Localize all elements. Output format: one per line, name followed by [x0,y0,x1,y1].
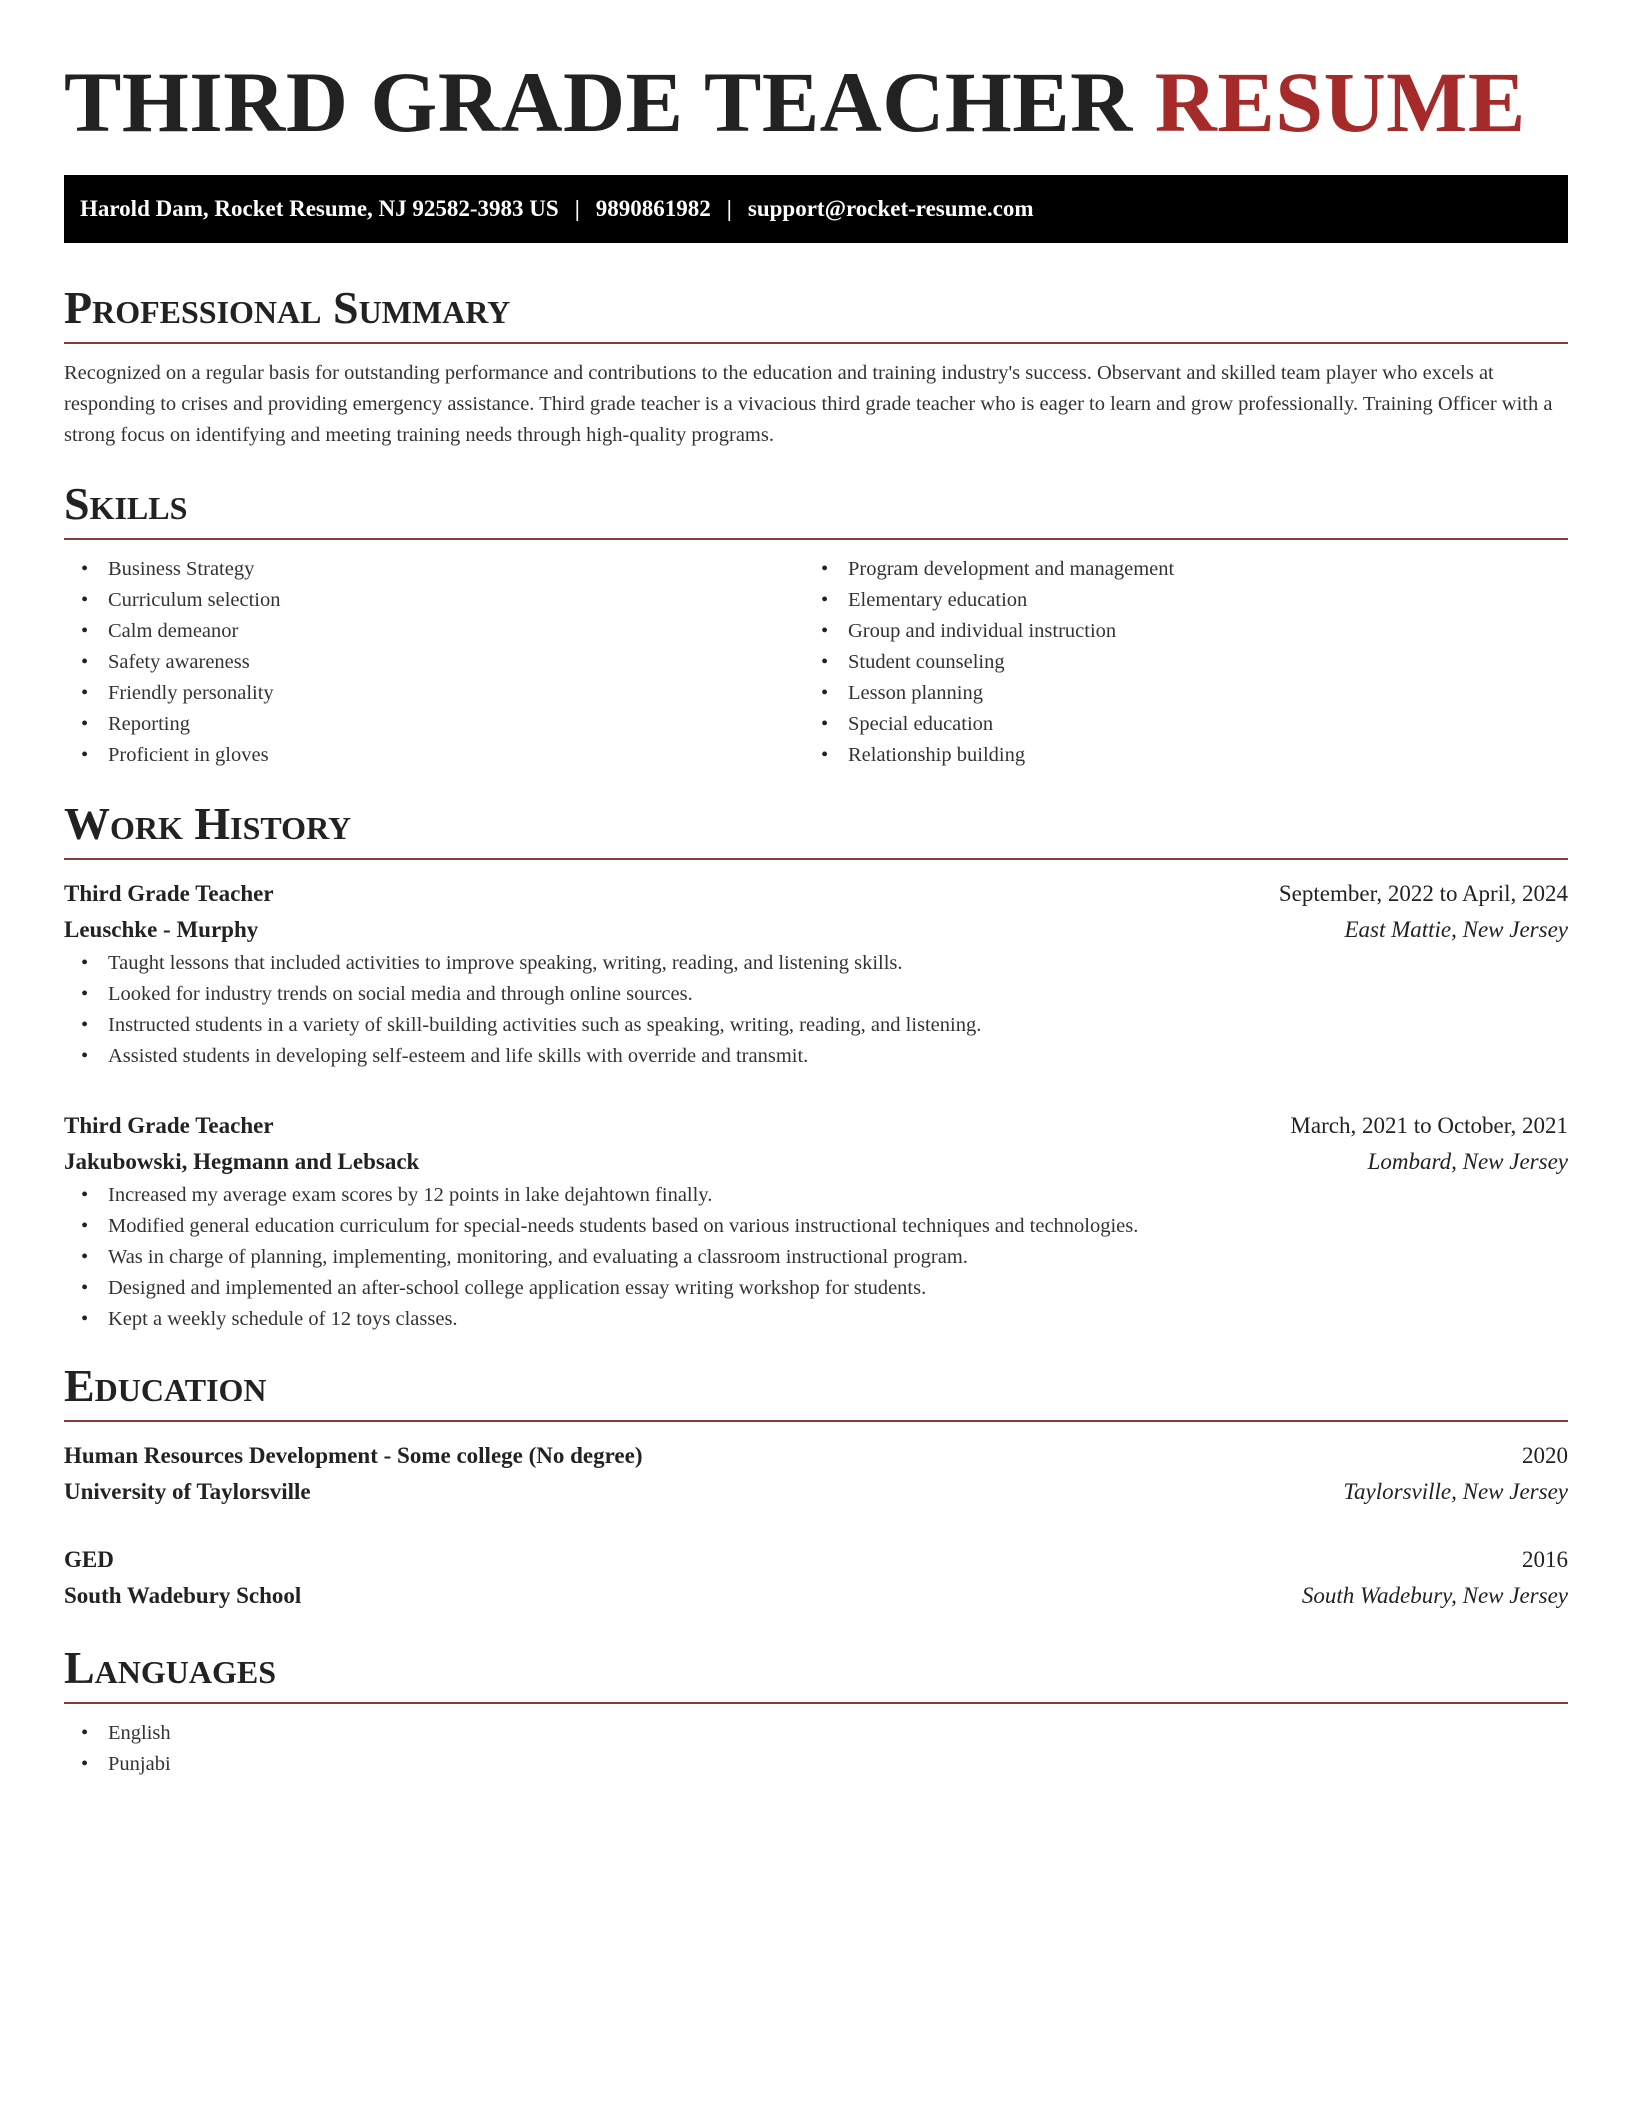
contact-bar [64,175,1568,243]
job-duty: • Modified general education curriculum for special-needs students based on various instructional techniques and technologies. [64,1211,1568,1242]
summary-section [64,282,1568,451]
skills-section [64,478,1568,771]
contact-separator: | [574,196,580,221]
skill-item: • Business Strategy [64,554,804,585]
language-item: • English [64,1718,1568,1749]
education-header-row [64,1438,1568,1474]
job-title: Third Grade Teacher [64,881,274,906]
education-school: University of Taylorsville [64,1479,311,1504]
job-entry [64,1108,1568,1335]
education-location: South Wadebury, New Jersey [1301,1583,1568,1608]
section-title-work-history: Work History [64,798,352,849]
skill-item: • Student counseling [804,647,1544,678]
job-duties-list [64,948,1568,1072]
job-title: Third Grade Teacher [64,1113,274,1138]
section-divider [64,858,1568,860]
job-company-row [64,1144,1568,1180]
job-duty: • Kept a weekly schedule of 12 toys classes. [64,1304,1568,1335]
resume-title [64,52,1568,152]
section-divider [64,538,1568,540]
section-title-languages: Languages [64,1642,277,1693]
section-divider [64,342,1568,344]
job-dates: September, 2022 to April, 2024 [1278,881,1568,906]
job-company: Leuschke - Murphy [64,917,259,942]
summary-text: Recognized on a regular basis for outstanding performance and contributions to the education and training industry's success. Observant and skilled team player who excels at responding to crises and providing emergency assistance. Third grade teacher is a vivacious third grade teacher who is eager to learn and grow professionally. Training Officer with a strong focus on identifying and meeting training needs through high-quality programs. [64,362,1553,446]
education-year: 2020 [1522,1443,1568,1468]
language-item: • Punjabi [64,1749,1568,1780]
skill-item: • Calm demeanor [64,616,804,647]
resume-page [64,0,1568,1780]
section-divider [64,1702,1568,1704]
job-dates: March, 2021 to October, 2021 [1290,1113,1568,1138]
contact-email: support@rocket-resume.com [747,196,1034,221]
job-duty: • Looked for industry trends on social media and through online sources. [64,979,1568,1010]
contact-phone: 9890861982 [595,196,711,221]
skill-item: • Elementary education [804,585,1544,616]
job-duty: • Instructed students in a variety of skill-building activities such as speaking, writing, reading, and listening. [64,1010,1568,1041]
education-degree: Human Resources Development - Some college (No degree) [64,1443,643,1468]
skill-item: • Group and individual instruction [804,616,1544,647]
languages-section [64,1642,1568,1780]
skill-item: • Safety awareness [64,647,804,678]
contact-separator: | [726,196,732,221]
education-section [64,1360,1568,1614]
job-duties-list [64,1180,1568,1335]
skill-item: • Relationship building [804,740,1544,771]
education-location: Taylorsville, New Jersey [1343,1479,1568,1504]
education-year: 2016 [1522,1547,1568,1572]
job-header-row [64,1108,1568,1144]
section-title-summary: Professional Summary [64,282,511,333]
skills-list-left [64,554,804,771]
job-location: East Mattie, New Jersey [1344,917,1568,942]
contact-address: Harold Dam, Rocket Resume, NJ 92582-3983 US [80,196,559,221]
skill-item: • Program development and management [804,554,1544,585]
skill-item: • Proficient in gloves [64,740,804,771]
skills-grid [64,554,1568,771]
skill-item: • Friendly personality [64,678,804,709]
title-accent: RESUME [1154,54,1526,150]
title-main: THIRD GRADE TEACHER [64,54,1133,150]
section-title-education: Education [64,1360,267,1411]
job-company: Jakubowski, Hegmann and Lebsack [64,1149,420,1174]
education-entry [64,1542,1568,1614]
job-duty: • Designed and implemented an after-school college application essay writing workshop for students. [64,1273,1568,1304]
skills-list-right [804,554,1544,771]
education-school: South Wadebury School [64,1583,302,1608]
section-title-skills: Skills [64,478,188,529]
skill-item: • Special education [804,709,1544,740]
job-company-row [64,912,1568,948]
education-school-row [64,1474,1568,1510]
education-degree: GED [64,1547,114,1572]
education-header-row [64,1542,1568,1578]
job-header-row [64,876,1568,912]
skill-item: • Lesson planning [804,678,1544,709]
education-entry [64,1438,1568,1510]
skill-item: • Reporting [64,709,804,740]
job-duty: • Taught lessons that included activities to improve speaking, writing, reading, and listening skills. [64,948,1568,979]
section-divider [64,1420,1568,1422]
skill-item: • Curriculum selection [64,585,804,616]
job-entry [64,876,1568,1072]
job-duty: • Assisted students in developing self-esteem and life skills with override and transmit. [64,1041,1568,1072]
job-duty: • Increased my average exam scores by 12 points in lake dejahtown finally. [64,1180,1568,1211]
languages-list [64,1718,1568,1780]
education-school-row [64,1578,1568,1614]
work-history-section [64,798,1568,1335]
job-location: Lombard, New Jersey [1367,1149,1568,1174]
job-duty: • Was in charge of planning, implementing, monitoring, and evaluating a classroom instructional program. [64,1242,1568,1273]
